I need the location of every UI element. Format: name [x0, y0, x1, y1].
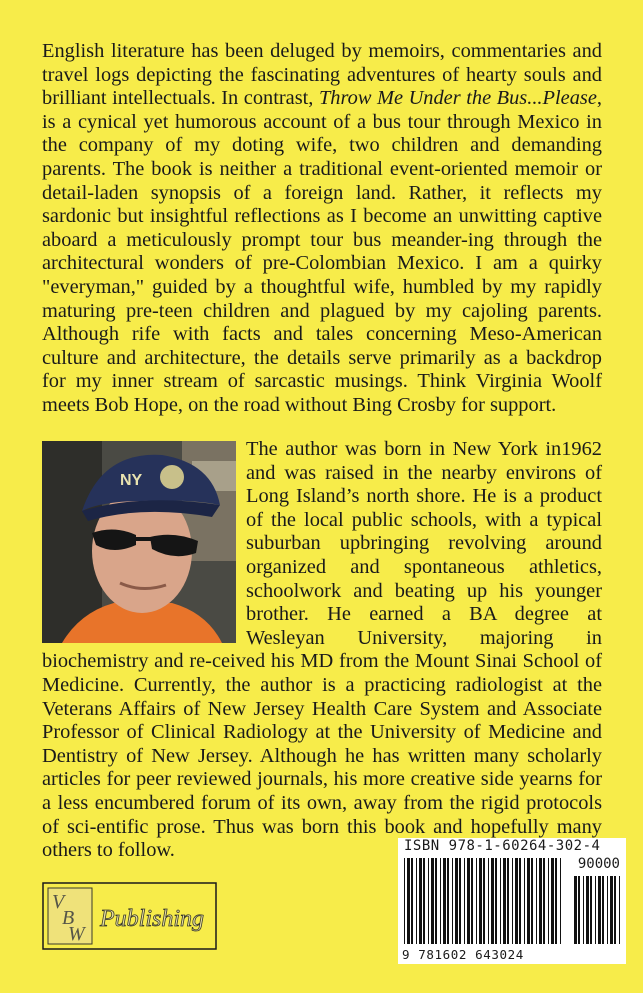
blurb-intro: English literature has been deluged by memoirs, commentaries and travel logs depicting the fascinating adventures of hearty souls and brilliant intellectuals. In contrast,	[42, 40, 602, 110]
publisher-name: Publishing	[100, 906, 205, 932]
author-bio-text: The author was born in New York in1962 and was raised in the nearby environs of Long Island’s north shore. He is a product of the local public schools, with a typical suburban upbringing revolving around organized and spontaneous athletics, schoolwork and beating up his younger brother. He earned a BA degree at Wesleyan University, majoring in biochemistry and re-ceived his MD from the Mount Sinai School of Medicine. Currently, the author is a practicing radiologist at the Veterans Affairs of New Jersey Health Care System and Associate Professor of Clinical Radiology at the University of Medicine and Dentistry of New Jersey. Although he has written many scholarly articles for peer reviewed journals, his more creative side yearns for a less encumbered forum of its own, away from the rigid protocols of sci-entific prose. Thus was born this book and hopefully many others to follow.	[42, 438, 602, 862]
blurb-rest: , is a cynical yet humorous account of a bus tour through Mexico in the company of my doting wife, two children and demanding parents. The book is neither a traditional event-oriented memoir or detail-laden synopsis of a foreign land. Rather, it reflects my sardonic but insightful reflections as I become an unwitting captive aboard a meticulously prompt tour bus meander-ing through the architectural wonders of pre-Colombian Mexico. I am a quirky "everyman," guided by a thoughtful wife, humbled by my rapidly maturing pre-teen children and plagued by my cajoling parents. Although rife with facts and tales concerning Meso-American culture and architecture, the details serve primarily as a backdrop for my inner stream of sarcastic musings. Think Virginia Woolf meets Bob Hope, on the road without Bing Crosby for support.	[42, 87, 602, 416]
publisher-logo	[42, 882, 217, 950]
author-photo	[42, 441, 236, 643]
svg-text:B: B	[62, 907, 75, 929]
svg-text:V: V	[52, 891, 65, 913]
svg-text:W: W	[68, 923, 85, 945]
blurb-paragraph	[42, 40, 602, 418]
isbn-barcode	[398, 838, 626, 964]
barcode-bars	[404, 858, 564, 944]
svg-text:NY: NY	[120, 472, 143, 489]
barcode-digits: 9 781602 643024	[402, 947, 524, 962]
book-title: Throw Me Under the Bus...Please	[318, 87, 597, 110]
isbn-label: ISBN 978-1-60264-302-4	[404, 838, 601, 854]
price-code: 90000	[577, 856, 620, 872]
price-barcode-bars	[574, 876, 620, 944]
